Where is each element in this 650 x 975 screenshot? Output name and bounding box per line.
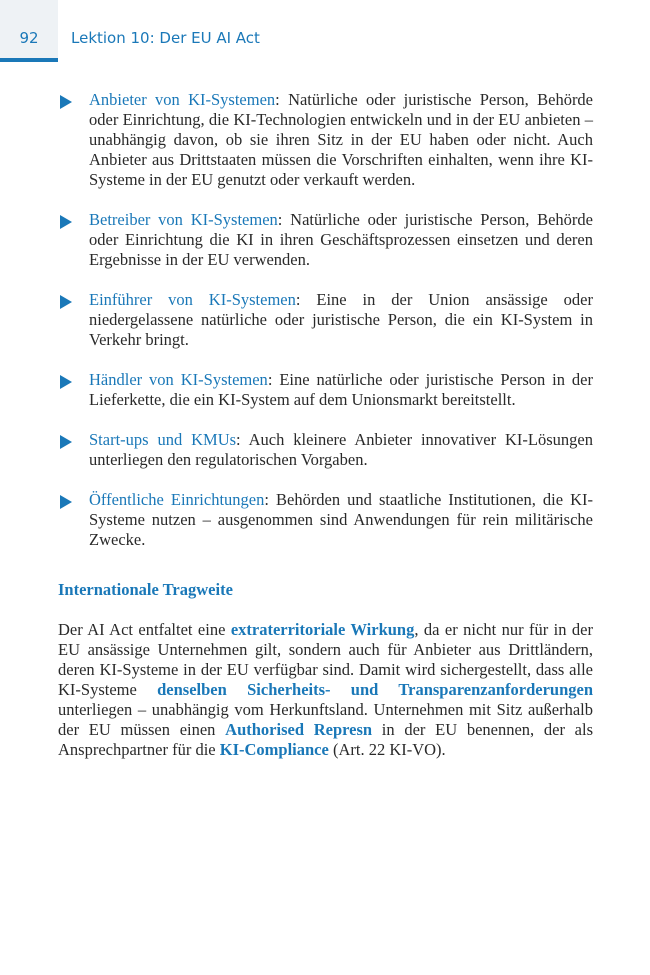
page-number-box — [0, 0, 58, 62]
bullet-item-startups — [58, 430, 593, 470]
bullet-text: : Natürliche oder juristische Person, Behörde oder Einrichtung die KI in ihren Geschäftsprozessen einsetzen und deren Ergebnisse in der EU verwenden. — [89, 210, 594, 269]
bullet-term: Anbieter von KI-Systemen — [89, 90, 276, 109]
bullet-text: : Natürliche oder juristische Person, Behörde oder Einrichtung, die KI-Technologien entwickeln und in der EU anbieten – unabhängig davon, ob sie ihren Sitz in der EU haben oder nicht. Auch Anbieter aus Drittstaaten müssen die Vorschriften einhalten, wenn ihre KI-Systeme in der EU genutzt oder verkauft werden. — [89, 90, 594, 189]
paragraph-text: unterliegen – unabhängig vom Herkunftsland. Unternehmen mit Sitz außerhalb der EU müssen einen — [58, 700, 593, 739]
bullet-item-einfuehrer — [58, 290, 593, 350]
section-heading: Internationale Tragweite — [58, 580, 233, 599]
paragraph-text: (Art. 22 KI-VO). — [328, 740, 446, 759]
bullet-item-betreiber — [58, 210, 593, 270]
triangle-bullet-icon — [60, 215, 72, 229]
page-header — [0, 0, 650, 62]
highlight-term: Authorised Represn — [225, 720, 373, 739]
highlight-term: denselben Sicherheits- und Transparenzanforderungen — [157, 680, 593, 699]
triangle-bullet-icon — [60, 495, 72, 509]
triangle-bullet-icon — [60, 95, 72, 109]
bullet-term: Einführer von KI-Systemen — [89, 290, 296, 309]
bullet-item-haendler — [58, 370, 593, 410]
triangle-bullet-icon — [60, 375, 72, 389]
bullet-item-anbieter — [58, 90, 593, 190]
bullet-item-oeffentliche — [58, 490, 593, 550]
bullet-term: Händler von KI-Systemen — [89, 370, 268, 389]
paragraph-text: , da er nicht nur für in der EU ansässige Unternehmen gilt, sondern auch für Anbieter aus Drittländern, deren KI-Systeme in der EU verfügbar sind. Damit wird sichergestellt, dass alle KI-Systeme — [58, 620, 593, 699]
body-paragraph — [58, 620, 593, 760]
page-number: 92 — [19, 29, 39, 47]
bullet-text: : Eine natürliche oder juristische Person in der Lieferkette, die ein KI-System auf dem Unionsmarkt bereitstellt. — [89, 370, 593, 409]
highlight-term: KI-Compliance — [219, 740, 329, 759]
triangle-bullet-icon — [60, 435, 72, 449]
highlight-term: extraterritoriale Wirkung — [230, 620, 415, 639]
bullet-term: Betreiber von KI-Systemen — [89, 210, 278, 229]
paragraph-text: Der AI Act entfaltet eine — [58, 620, 231, 639]
bullet-term: Start-ups und KMUs — [89, 430, 237, 449]
bullet-text: : Auch kleinere Anbieter innovativer KI-Lösungen unterliegen den regulatorischen Vorgaben. — [89, 430, 593, 469]
triangle-bullet-icon — [60, 295, 72, 309]
bullet-text: : Eine in der Union ansässige oder niedergelassene natürliche oder juristische Person, die ein KI-System in Verkehr bringt. — [89, 290, 593, 349]
page-content — [58, 90, 593, 760]
bullet-term: Öffentliche Einrichtungen — [89, 490, 265, 509]
paragraph-text: in der EU benennen, der als Ansprechpartner für die — [58, 720, 593, 759]
running-title: Lektion 10: Der EU AI Act — [71, 29, 260, 47]
bullet-text: : Behörden und staatliche Institutionen, die KI-Systeme nutzen – ausgenommen sind Anwendungen für rein militärische Zwecke. — [89, 490, 593, 549]
